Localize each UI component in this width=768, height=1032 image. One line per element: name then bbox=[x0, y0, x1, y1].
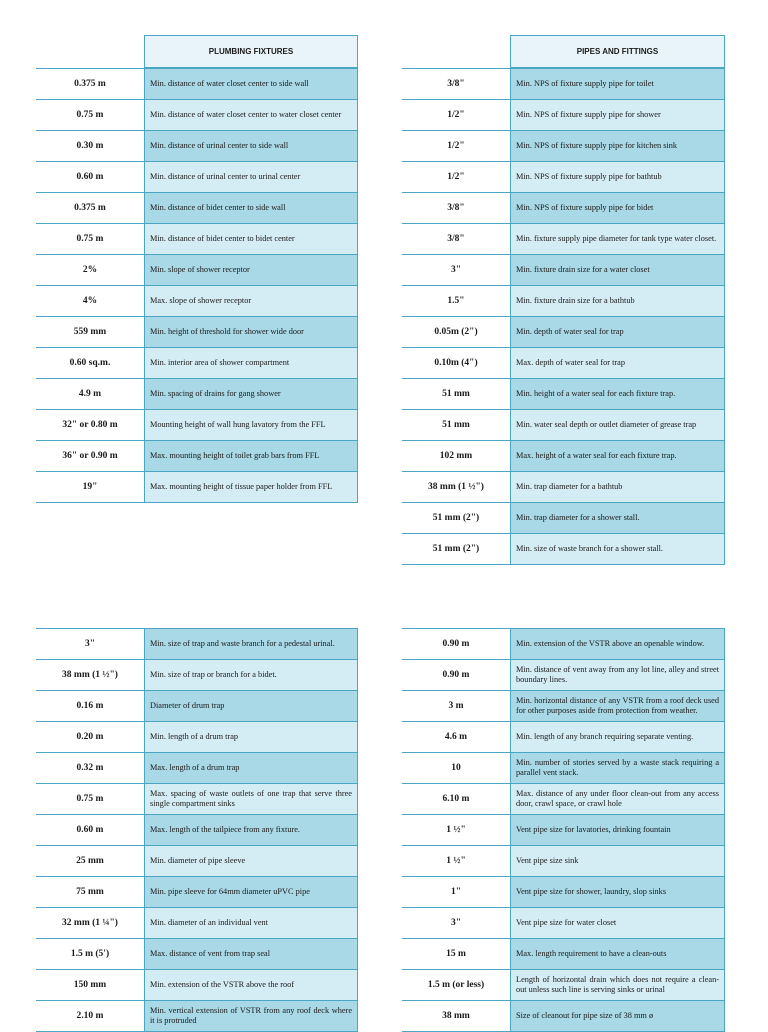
description-cell: Min. distance of urinal center to urinal center bbox=[144, 162, 358, 192]
value-cell: 36" or 0.90 m bbox=[36, 441, 144, 471]
pipes-and-fittings-header: PIPES AND FITTINGS bbox=[510, 35, 725, 68]
value-cell: 1/2" bbox=[402, 162, 510, 192]
value-cell: 0.16 m bbox=[36, 691, 144, 721]
table-row bbox=[402, 721, 725, 752]
value-cell: 3 m bbox=[402, 691, 510, 721]
table-row bbox=[402, 347, 725, 378]
description-cell: Min. size of trap and waste branch for a pedestal urinal. bbox=[144, 629, 358, 659]
description-cell: Vent pipe size sink bbox=[510, 846, 725, 876]
table-row bbox=[402, 533, 725, 565]
table-row bbox=[402, 99, 725, 130]
value-cell: 1.5 m (or less) bbox=[402, 970, 510, 1000]
value-cell: 25 mm bbox=[36, 846, 144, 876]
description-cell: Min. size of waste branch for a shower stall. bbox=[510, 534, 725, 564]
description-cell: Max. distance of any under floor clean-out from any access door, crawl space, or crawl hole bbox=[510, 784, 725, 814]
description-cell: Min. trap diameter for a bathtub bbox=[510, 472, 725, 502]
value-cell: 3/8" bbox=[402, 193, 510, 223]
table-row bbox=[402, 316, 725, 347]
value-cell: 38 mm bbox=[402, 1001, 510, 1031]
table-header bbox=[36, 35, 358, 68]
description-cell: Diameter of drum trap bbox=[144, 691, 358, 721]
table-row bbox=[36, 628, 358, 659]
table-row bbox=[402, 783, 725, 814]
description-cell: Min. length of a drum trap bbox=[144, 722, 358, 752]
description-cell: Min. NPS of fixture supply pipe for shower bbox=[510, 100, 725, 130]
table-row bbox=[36, 1000, 358, 1032]
value-cell: 1.5 m (5') bbox=[36, 939, 144, 969]
table-row bbox=[402, 845, 725, 876]
table-body bbox=[36, 628, 358, 1032]
description-cell: Min. water seal depth or outlet diameter of grease trap bbox=[510, 410, 725, 440]
value-cell: 1/2" bbox=[402, 131, 510, 161]
table-row bbox=[402, 378, 725, 409]
table-row bbox=[36, 316, 358, 347]
table-row bbox=[36, 130, 358, 161]
value-cell: 32" or 0.80 m bbox=[36, 410, 144, 440]
description-cell: Min. vertical extension of VSTR from any roof deck where it is protruded bbox=[144, 1001, 358, 1031]
value-cell: 0.75 m bbox=[36, 784, 144, 814]
description-cell: Min. distance of water closet center to water closet center bbox=[144, 100, 358, 130]
table-row bbox=[402, 690, 725, 721]
table-row bbox=[36, 876, 358, 907]
table-row bbox=[402, 471, 725, 502]
table-row bbox=[36, 192, 358, 223]
table-row bbox=[402, 130, 725, 161]
description-cell: Max. length requirement to have a clean-outs bbox=[510, 939, 725, 969]
table-row bbox=[402, 628, 725, 659]
table-row bbox=[36, 690, 358, 721]
table-body bbox=[402, 68, 725, 565]
pipes-and-fittings-table bbox=[402, 35, 725, 565]
value-cell: 2.10 m bbox=[36, 1001, 144, 1031]
description-cell: Min. trap diameter for a shower stall. bbox=[510, 503, 725, 533]
description-cell: Min. distance of water closet center to side wall bbox=[144, 69, 358, 99]
description-cell: Min. distance of bidet center to bidet center bbox=[144, 224, 358, 254]
table-row bbox=[36, 814, 358, 845]
value-cell: 51 mm bbox=[402, 410, 510, 440]
description-cell: Min. fixture drain size for a bathtub bbox=[510, 286, 725, 316]
table-body bbox=[402, 628, 725, 1032]
table-header bbox=[402, 35, 725, 68]
table-row bbox=[36, 783, 358, 814]
value-cell: 102 mm bbox=[402, 441, 510, 471]
value-cell: 1/2" bbox=[402, 100, 510, 130]
table-row bbox=[402, 68, 725, 99]
description-cell: Min. height of a water seal for each fixture trap. bbox=[510, 379, 725, 409]
description-cell: Max. depth of water seal for trap bbox=[510, 348, 725, 378]
description-cell: Mounting height of wall hung lavatory from the FFL bbox=[144, 410, 358, 440]
description-cell: Max. distance of vent from trap seal bbox=[144, 939, 358, 969]
value-cell: 0.375 m bbox=[36, 193, 144, 223]
description-cell: Vent pipe size for shower, laundry, slop sinks bbox=[510, 877, 725, 907]
value-cell: 4.9 m bbox=[36, 379, 144, 409]
value-cell: 0.375 m bbox=[36, 69, 144, 99]
table-row bbox=[36, 440, 358, 471]
value-cell: 0.75 m bbox=[36, 224, 144, 254]
value-cell: 1 ½" bbox=[402, 846, 510, 876]
table-row bbox=[36, 68, 358, 99]
description-cell: Min. spacing of drains for gang shower bbox=[144, 379, 358, 409]
table-row bbox=[36, 285, 358, 316]
value-cell: 0.10m (4") bbox=[402, 348, 510, 378]
description-cell: Vent pipe size for lavatories, drinking fountain bbox=[510, 815, 725, 845]
description-cell: Min. NPS of fixture supply pipe for bathtub bbox=[510, 162, 725, 192]
description-cell: Max. slope of shower receptor bbox=[144, 286, 358, 316]
value-cell: 0.20 m bbox=[36, 722, 144, 752]
value-cell: 0.75 m bbox=[36, 100, 144, 130]
value-cell: 0.60 sq.m. bbox=[36, 348, 144, 378]
value-cell: 38 mm (1 ½") bbox=[402, 472, 510, 502]
table-row bbox=[36, 907, 358, 938]
table-row bbox=[402, 1000, 725, 1032]
table-row bbox=[402, 409, 725, 440]
table-row bbox=[402, 907, 725, 938]
value-cell: 1 ½" bbox=[402, 815, 510, 845]
description-cell: Min. distance of bidet center to side wall bbox=[144, 193, 358, 223]
value-cell: 150 mm bbox=[36, 970, 144, 1000]
value-cell: 4.6 m bbox=[402, 722, 510, 752]
table-row bbox=[36, 254, 358, 285]
description-cell: Vent pipe size for water closet bbox=[510, 908, 725, 938]
value-cell: 0.60 m bbox=[36, 162, 144, 192]
table-row bbox=[402, 502, 725, 533]
vents-and-cleanouts-table bbox=[402, 628, 725, 1032]
table-row bbox=[36, 347, 358, 378]
value-cell: 51 mm (2") bbox=[402, 534, 510, 564]
value-cell: 3" bbox=[36, 629, 144, 659]
description-cell: Min. NPS of fixture supply pipe for bidet bbox=[510, 193, 725, 223]
description-cell: Min. distance of vent away from any lot line, alley and street boundary lines. bbox=[510, 660, 725, 690]
description-cell: Min. length of any branch requiring separate venting. bbox=[510, 722, 725, 752]
description-cell: Min. size of trap or branch for a bidet. bbox=[144, 660, 358, 690]
description-cell: Min. height of threshold for shower wide door bbox=[144, 317, 358, 347]
description-cell: Max. height of a water seal for each fixture trap. bbox=[510, 441, 725, 471]
description-cell: Min. slope of shower receptor bbox=[144, 255, 358, 285]
description-cell: Min. NPS of fixture supply pipe for kitchen sink bbox=[510, 131, 725, 161]
table-row bbox=[36, 378, 358, 409]
value-cell: 2% bbox=[36, 255, 144, 285]
plumbing-fixtures-table bbox=[36, 35, 358, 503]
value-cell: 1.5" bbox=[402, 286, 510, 316]
table-row bbox=[402, 161, 725, 192]
table-row bbox=[36, 659, 358, 690]
table-row bbox=[402, 876, 725, 907]
table-row bbox=[402, 969, 725, 1000]
value-cell: 0.60 m bbox=[36, 815, 144, 845]
description-cell: Max. length of the tailpiece from any fixture. bbox=[144, 815, 358, 845]
value-cell: 19" bbox=[36, 472, 144, 502]
description-cell: Min. diameter of an individual vent bbox=[144, 908, 358, 938]
value-cell: 3/8" bbox=[402, 69, 510, 99]
traps-and-vents-table bbox=[36, 628, 358, 1032]
description-cell: Min. fixture supply pipe diameter for tank type water closet. bbox=[510, 224, 725, 254]
description-cell: Min. horizontal distance of any VSTR from a roof deck used for other purposes aside from protection from weather. bbox=[510, 691, 725, 721]
description-cell: Min. fixture drain size for a water closet bbox=[510, 255, 725, 285]
value-cell: 559 mm bbox=[36, 317, 144, 347]
value-cell: 0.05m (2") bbox=[402, 317, 510, 347]
table-row bbox=[36, 409, 358, 440]
table-row bbox=[402, 223, 725, 254]
table-body bbox=[36, 68, 358, 503]
description-cell: Size of cleanout for pipe size of 38 mm ø bbox=[510, 1001, 725, 1031]
description-cell: Max. length of a drum trap bbox=[144, 753, 358, 783]
description-cell: Min. interior area of shower compartment bbox=[144, 348, 358, 378]
value-cell: 38 mm (1 ½") bbox=[36, 660, 144, 690]
description-cell: Max. mounting height of toilet grab bars from FFL bbox=[144, 441, 358, 471]
table-row bbox=[36, 471, 358, 503]
value-cell: 6.10 m bbox=[402, 784, 510, 814]
value-cell: 51 mm bbox=[402, 379, 510, 409]
table-row bbox=[36, 99, 358, 130]
description-cell: Min. distance of urinal center to side wall bbox=[144, 131, 358, 161]
table-row bbox=[402, 752, 725, 783]
value-cell: 4% bbox=[36, 286, 144, 316]
table-row bbox=[36, 721, 358, 752]
value-cell: 51 mm (2") bbox=[402, 503, 510, 533]
table-row bbox=[36, 969, 358, 1000]
value-cell: 0.90 m bbox=[402, 629, 510, 659]
table-row bbox=[402, 440, 725, 471]
table-row bbox=[36, 938, 358, 969]
value-cell: 3" bbox=[402, 255, 510, 285]
description-cell: Min. diameter of pipe sleeve bbox=[144, 846, 358, 876]
value-cell: 0.90 m bbox=[402, 660, 510, 690]
table-row bbox=[36, 223, 358, 254]
description-cell: Min. extension of the VSTR above an openable window. bbox=[510, 629, 725, 659]
value-cell: 1" bbox=[402, 877, 510, 907]
description-cell: Max. mounting height of tissue paper holder from FFL bbox=[144, 472, 358, 502]
value-cell: 0.30 m bbox=[36, 131, 144, 161]
table-row bbox=[402, 192, 725, 223]
description-cell: Length of horizontal drain which does not require a clean-out unless such line is serving sinks or urinal bbox=[510, 970, 725, 1000]
table-row bbox=[36, 845, 358, 876]
value-cell: 10 bbox=[402, 753, 510, 783]
description-cell: Min. depth of water seal for trap bbox=[510, 317, 725, 347]
table-row bbox=[402, 659, 725, 690]
table-row bbox=[402, 938, 725, 969]
value-cell: 15 m bbox=[402, 939, 510, 969]
plumbing-fixtures-header: PLUMBING FIXTURES bbox=[144, 35, 358, 68]
table-row bbox=[36, 161, 358, 192]
value-cell: 3" bbox=[402, 908, 510, 938]
value-cell: 32 mm (1 ¼") bbox=[36, 908, 144, 938]
description-cell: Min. number of stories served by a waste stack requiring a parallel vent stack. bbox=[510, 753, 725, 783]
table-row bbox=[36, 752, 358, 783]
table-row bbox=[402, 285, 725, 316]
value-cell: 0.32 m bbox=[36, 753, 144, 783]
value-cell: 75 mm bbox=[36, 877, 144, 907]
description-cell: Min. pipe sleeve for 64mm diameter uPVC pipe bbox=[144, 877, 358, 907]
description-cell: Max. spacing of waste outlets of one trap that serve three single compartment sinks bbox=[144, 784, 358, 814]
description-cell: Min. extension of the VSTR above the roof bbox=[144, 970, 358, 1000]
description-cell: Min. NPS of fixture supply pipe for toilet bbox=[510, 69, 725, 99]
value-cell: 3/8" bbox=[402, 224, 510, 254]
table-row bbox=[402, 254, 725, 285]
table-row bbox=[402, 814, 725, 845]
